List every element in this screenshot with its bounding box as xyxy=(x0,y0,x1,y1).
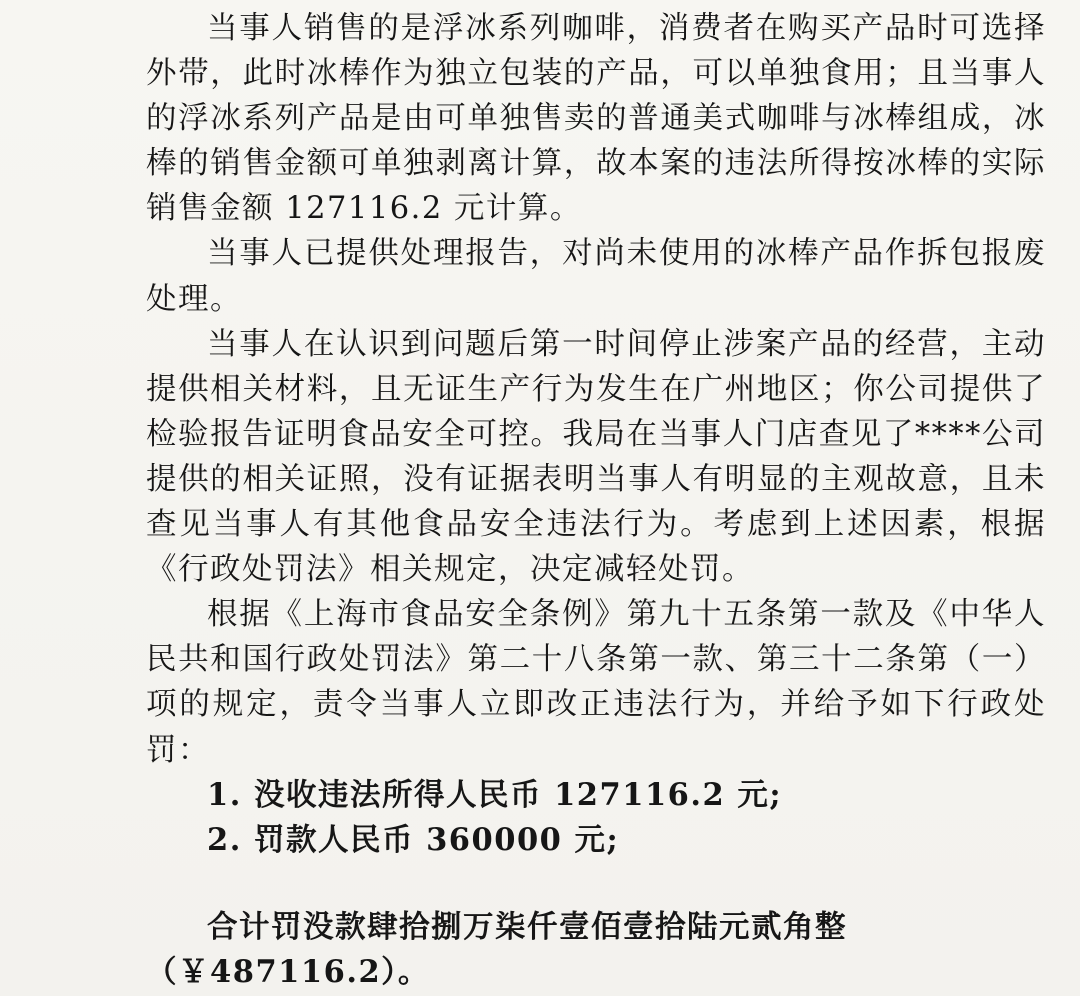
paragraph-illegal-income: 当事人销售的是浮冰系列咖啡，消费者在购买产品时可选择外带，此时冰棒作为独立包装的产品，可以单独食用；且当事人的浮冰系列产品是由可单独售卖的普通美式咖啡与冰棒组成，冰棒的销售金额可单独剥离计算，故本案的违法所得按冰棒的实际销售金额 127116.2 元计算。 xyxy=(146,11,1046,227)
spacer xyxy=(146,863,1046,905)
paragraph-disposal-report: 当事人已提供处理报告，对尚未使用的冰棒产品作拆包报废处理。 xyxy=(146,236,1046,317)
paragraph-mitigating-factors: 当事人在认识到问题后第一时间停止涉案产品的经营，主动提供相关材料，且无证生产行为发生在广州地区；你公司提供了检验报告证明食品安全可控。我局在当事人门店查见了****公司提供的相关证照，没有证据表明当事人有明显的主观故意，且未查见当事人有其他食品安全违法行为。考虑到上述因素，根据《行政处罚法》相关规定，决定减轻处罚。 xyxy=(146,326,1046,588)
penalty-item-fine: 2. 罚款人民币 360000 元; xyxy=(207,821,620,858)
penalty-item-confiscation: 1. 没收违法所得人民币 127116.2 元; xyxy=(207,776,783,813)
paragraph-legal-basis: 根据《上海市食品安全条例》第九十五条第一款及《中华人民共和国行政处罚法》第二十八条第一款、第三十二条第（一）项的规定，责令当事人立即改正违法行为，并给予如下行政处罚： xyxy=(146,597,1046,768)
document-body xyxy=(146,6,1046,995)
penalty-total: 合计罚没款肆拾捌万柒仟壹佰壹拾陆元贰角整（￥487116.2）。 xyxy=(146,908,847,990)
